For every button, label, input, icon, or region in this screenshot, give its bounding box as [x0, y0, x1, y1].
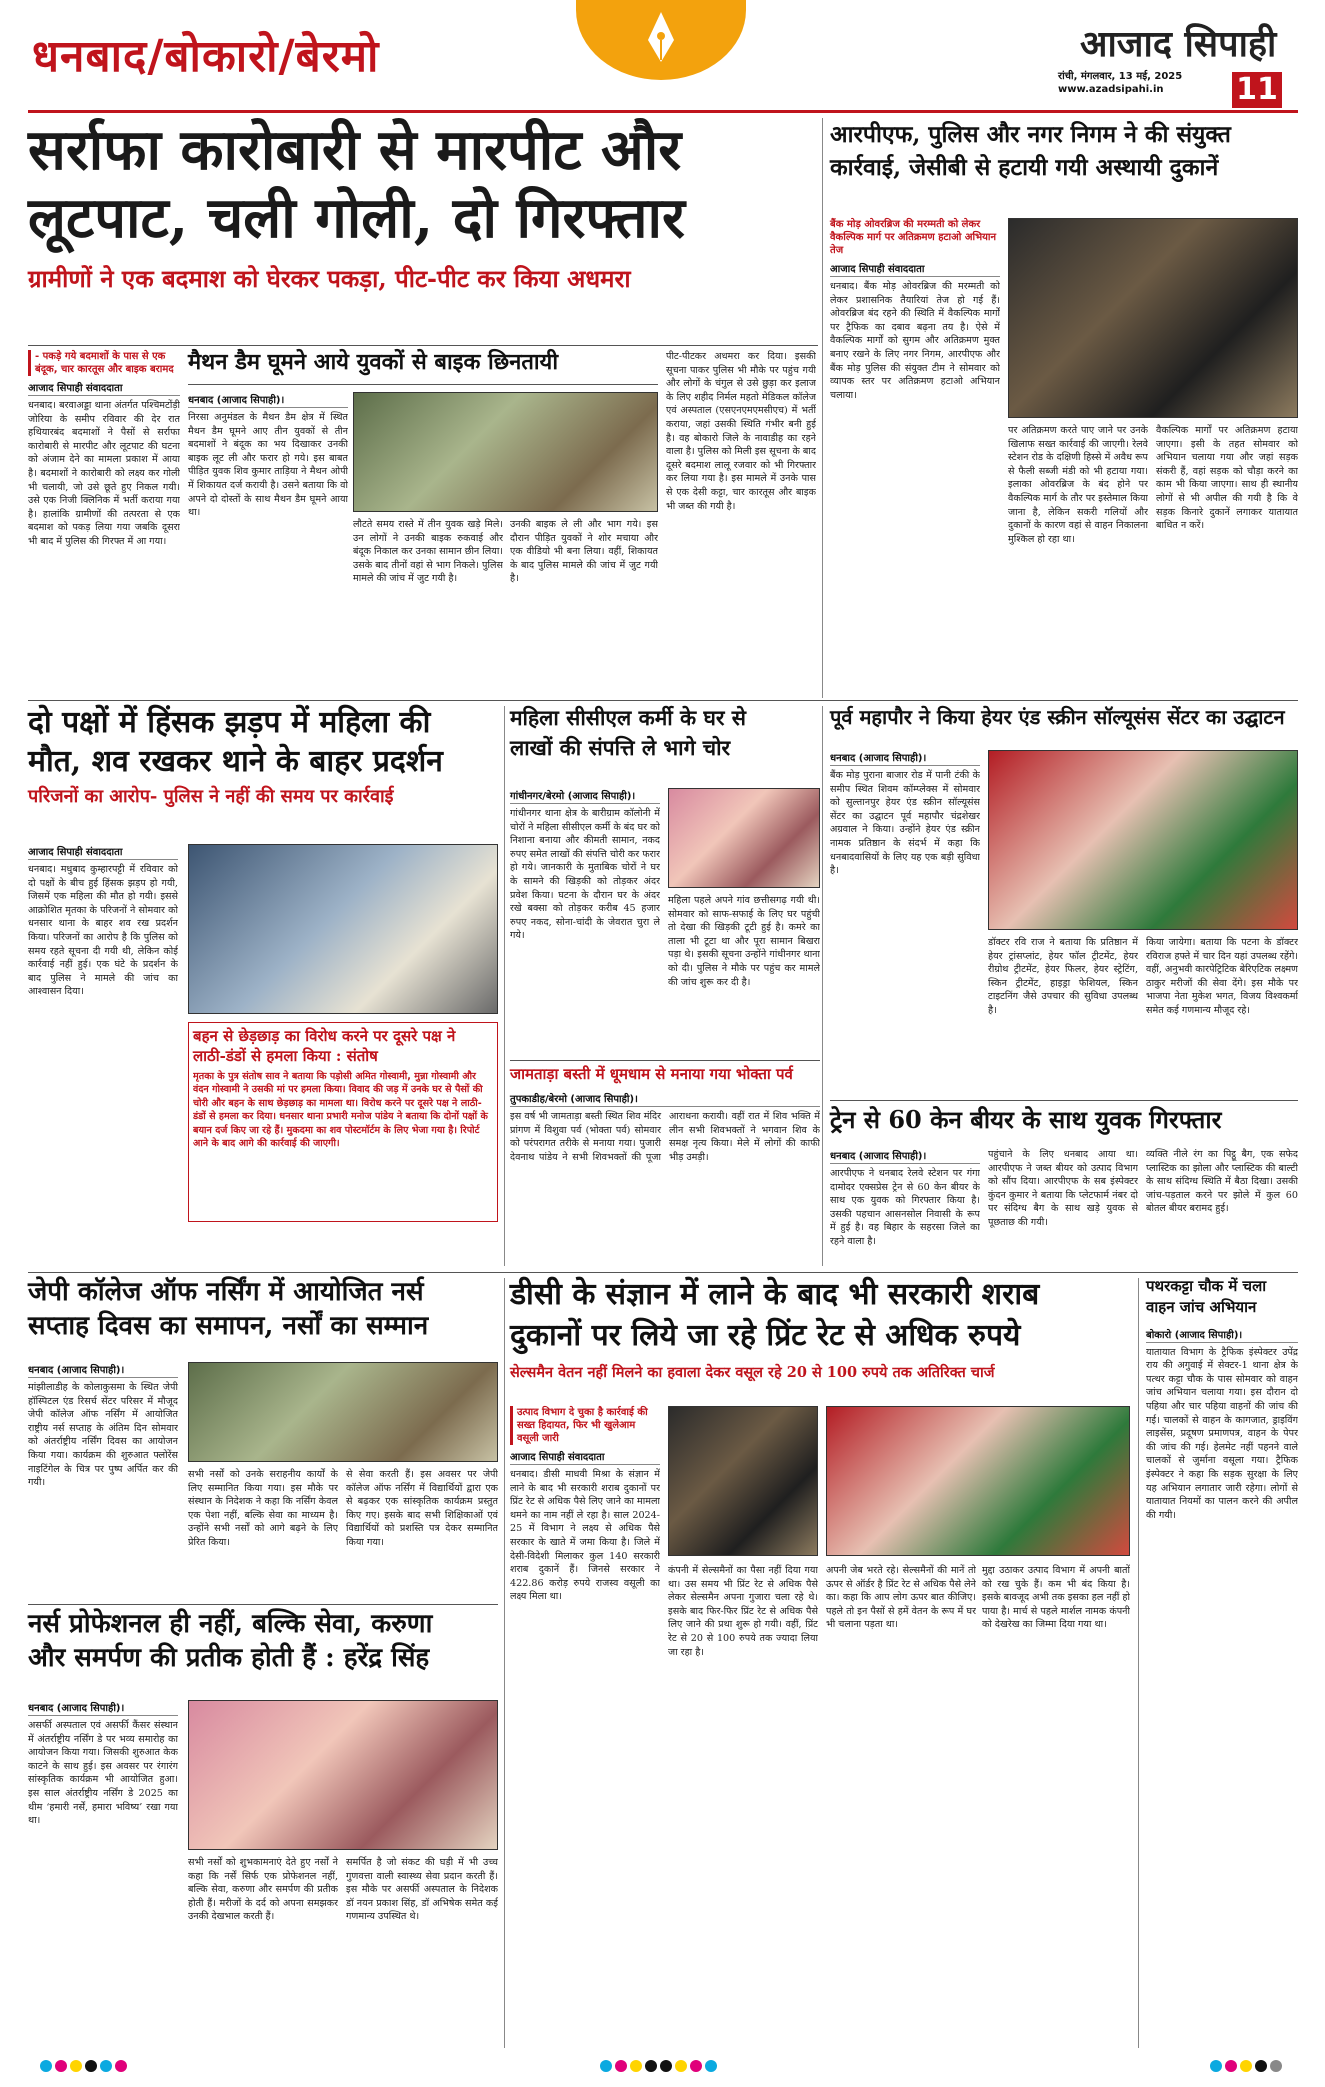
bhokta-headline: जामताड़ा बस्ती में धूमधाम से मनाया गया भोक्ता पर्व: [510, 1065, 793, 1083]
section-title: धनबाद/बोकारो/बेरमो: [32, 31, 380, 82]
liquor-body: धनबाद। डीसी माधवी मिश्रा के संज्ञान में लाने के बाद भी सरकारी शराब दुकानों पर प्रिंट रेट से अधिक पैसे लिए जाने का मामला थमने का नाम नहीं ले रहा है। साल 2024-25 में विभाग ने लक्ष्य से अधिक पैसे सरकार के खाते में जमा किया है। जिले में देसी-विदेशी मिलाकर कुल 140 सरकारी शराब दुकानें हैं। जिनसे सरकार ने 422.86 करोड़ रुपये राजस्व वसूली का लक्ष्य मिला था।: [510, 1469, 660, 1603]
beer-body: आरपीएफ ने धनबाद रेलवे स्टेशन पर गंगा दामोदर एक्सप्रेस ट्रेन से 60 केन बीयर के साथ एक युवक को गिरफ्तार किया है। उसकी पहचान आसनसोल निवासी के रूप में हुई है। वह बिहार के सहरसा जिले का रहने वाला है।: [830, 1168, 980, 1248]
jp-byline: धनबाद (आजाद सिपाही)।: [28, 1362, 178, 1378]
lead-col-1: [28, 350, 180, 690]
theft-headline-1: महिला सीसीएल कर्मी के घर से: [510, 705, 746, 730]
story-beer: [830, 1106, 1298, 1266]
liquor-byline: आजाद सिपाही संवाददाता: [510, 1449, 660, 1465]
encroachment-byline: आजाद सिपाही संवाददाता: [830, 261, 1000, 277]
jp-headline-1: जेपी कॉलेज ऑफ नर्सिंग में आयोजित नर्स: [28, 1277, 424, 1307]
story-jp-nursing: [28, 1278, 498, 1598]
story-maithan: [188, 350, 658, 690]
vehicle-headline-2: वाहन जांच अभियान: [1146, 1298, 1257, 1317]
liquor-body-3: अपनी जेब भरते रहे। सेल्समैनों की मानें तो ऊपर से ऑर्डर है प्रिंट रेट से अधिक पैसे लेने का। कहा कि आप लोग ऊपर बात कीजिए। पहले तो इन पैसों से हमें वेतन के रूप में घर भी चलाना पड़ता था।: [826, 1565, 976, 1631]
theft-body: गांधीनगर थाना क्षेत्र के बारीग्राम कॉलोनी में चोरों ने महिला सीसीएल कर्मी के बंद घर को निशाना बनाया और कीमती सामान, नकद रुपए समेत लाखों की संपत्ति चोरी कर फरार हो गये। जानकारी के मुताबिक चोरों ने घर के सामने की खिड़की को तोड़कर अंदर प्रवेश किया। घटना के दौरान घर के अंदर रखे बक्सा को तोड़कर करीब 45 हजार रुपए नकद, सोना-चांदी के जेवरात चुरा ले गये।: [510, 808, 660, 942]
registration-dots-left: [40, 2060, 127, 2072]
beer-byline: धनबाद (आजाद सिपाही)।: [830, 1148, 980, 1164]
story-clash: [28, 706, 498, 1266]
liquor-photo-shop: [826, 1406, 1130, 1556]
liquor-highlights: उत्पाद विभाग दे चुका है कार्रवाई की सख्त हिदायत, फिर भी खुलेआम वसूली जारी: [510, 1406, 660, 1445]
maithan-byline: धनबाद (आजाद सिपाही)।: [188, 392, 348, 408]
clash-box-title: बहन से छेड़छाड़ का विरोध करने पर दूसरे पक्ष ने लाठी-डंडों से हमला किया : संतोष: [193, 1027, 456, 1065]
theft-headline-2: लाखों की संपत्ति ले भागे चोर: [510, 735, 731, 761]
liquor-body-2: कंपनी में सेल्समैनों का पैसा नहीं दिया गया था। उस समय भी प्रिंट रेट से अधिक पैसे लेकर सेल्समैन अपना गुजारा चला रहे थे। इसके बाद फिर-फिर प्रिंट रेट से अधिक पैसे लिए जाने की प्रथा शुरू हो गयी। वहीं, प्रिंट रेट से 20 से 100 रुपये तक ज्यादा लिया जा रहा है।: [668, 1565, 818, 1658]
beer-body-2: पहुंचाने के लिए धनबाद आया था। आरपीएफ ने जब्त बीयर को उत्पाद विभाग को सौंप दिया। आरपीएफ के सब इंस्पेक्टर कुंदन कुमार ने बताया कि प्लेटफार्म नंबर दो पर संदिग्ध बैग के साथ खड़े युवक से पूछताछ की गयी।: [988, 1149, 1138, 1229]
lead-subhead: ग्रामीणों ने एक बदमाश को घेरकर पकड़ा, पीट-पीट कर किया अधमरा: [28, 263, 631, 293]
clash-subhead: परिजनों का आरोप- पुलिस ने नहीं की समय पर कार्रवाई: [28, 786, 394, 807]
theft-photo: [668, 788, 820, 888]
story-encroachment: [830, 118, 1298, 698]
maithan-body: निरसा अनुमंडल के मैथन डैम क्षेत्र में स्थित मैथन डैम घूमने आए तीन युवकों से तीन बदमाशों ने बंदूक का भय दिखाकर उनकी बाइक लूट ली और फरार हो गये। इस बाबत पीड़ित युवक शिव कुमार ताड़िया ने मैथन ओपी में शिकायत दर्ज करायी है। उसने बताया कि वो अपने दो दोस्तों के साथ मैथन डैम घूमने आया था।: [188, 412, 348, 519]
paper-name: आजाद सिपाही: [1080, 23, 1277, 65]
jp-photo: [188, 1362, 498, 1462]
hair-byline: धनबाद (आजाद सिपाही)।: [830, 750, 980, 766]
story-bhokta: [510, 1066, 820, 1266]
liquor-subhead: सेल्समैन वेतन नहीं मिलने का हवाला देकर वसूल रहे 20 से 100 रुपये तक अतिरिक्त चार्ज: [510, 1364, 995, 1381]
clash-box: [188, 1022, 498, 1222]
dateline: रांची, मंगलवार, 13 मई, 2025: [1058, 71, 1183, 82]
lead-headline-2: लूटपाट, चली गोली, दो गिरफ्तार: [28, 185, 685, 252]
lead-body: धनबाद। बरवाअड्डा थाना अंतर्गत पश्चिमटोंड़ी जोरिया के समीप रविवार की देर रात हथियारबंद बदमाशों ने पैसों से सर्राफा कारोबारी से मारपीट और लूटपाट की घटना को अंजाम देने का मामला प्रकाश में आया है। बदमाशों ने कारोबारी को लक्ष्य कर गोली भी चलायी, जो उसे छूते हुए निकल गयी। उसे एक निजी क्लिनिक में भर्ती कराया गया है। हालांकि ग्रामीणों की तत्परता से एक बदमाश को पकड़ लिया गया जबकि दूसरा भी बाद में पुलिस की गिरफ्त में आ गया।: [28, 400, 180, 548]
asarfi-headline-2: और समर्पण की प्रतीक होती हैं : हरेंद्र सिंह: [28, 1642, 430, 1673]
vehicle-body: यातायात विभाग के ट्रैफिक इंस्पेक्टर उपेंद्र राय की अगुवाई में सेक्टर-1 थाना क्षेत्र के पत्थर कट्टा चौक के पास सोमवार को वाहन जांच अभियान चलाया गया। इस दौरान दो पहिया और चार पहिया वाहनों की जांच की गई। चालकों से वाहन के कागजात, ड्राइविंग लाइसेंस, प्रदूषण प्रमाणपत्र, वाहन के पेपर की जांच की गई। हेलमेट नहीं पहनने वाले चालकों से जुर्माना वसूला गया। ट्रैफिक इंस्पेक्टर ने कहा कि सड़क सुरक्षा के लिए यह अभियान लगातार जारी रहेगा। लोगों से यातायात नियमों का पालन करने की अपील की गयी।: [1146, 1346, 1298, 1521]
maithan-body-3: उनकी बाइक ले ली और भाग गये। इस दौरान पीड़ित युवकों ने शोर मचाया और एक वीडियो भी बना लिया। वहीं, शिकायत के बाद पुलिस मामले की जांच में जुट गयी है।: [510, 519, 658, 585]
bhokta-body: इस वर्ष भी जामताड़ा बस्ती स्थित शिव मंदिर प्रांगण में विशुवा पर्व (भोक्ता पर्व) सोमवार को परंपरागत तरीके से मनाया गया। पुजारी देवनाथ पांडेय ने सभी शिवभक्तों की पूजा आराधना करायी। वहीं रात में शिव भक्ति में लीन सभी शिवभक्तों ने भगवान शिव के समक्ष नृत्य किया। मेले में लोगों की काफी भीड़ उमड़ी।: [510, 1111, 820, 1164]
jp-headline-2: सप्ताह दिवस का समापन, नर्सों का सम्मान: [28, 1310, 429, 1341]
encroachment-headline: आरपीएफ, पुलिस और नगर निगम ने की संयुक्त कार्रवाई, जेसीबी से हटायी गयी अस्थायी दुकानें: [830, 121, 1231, 182]
registration-dots-center: [600, 2060, 717, 2072]
theft-body-2: महिला पहले अपने गांव छत्तीसगढ़ गयी थी। सोमवार को साफ-सफाई के लिए घर पहुंची तो देखा की खिड़की टूटी हुई है। कमरे का ताला भी टूटा था और पूरा सामान बिखरा पड़ा थे। इसकी सूचना उन्होंने गांधीनगर थाना को दी। पुलिस ने मौके पर पहुंच कर मामले की जांच शुरू कर दी है।: [668, 895, 820, 988]
clash-photo: [188, 844, 498, 1014]
story-liquor: [510, 1278, 1130, 2048]
clash-headline-1: दो पक्षों में हिंसक झड़प में महिला की: [28, 705, 431, 740]
jp-body-2: सभी नर्सों को उनके सराहनीय कार्यों के लिए सम्मानित किया गया। इस मौके पर संस्थान के निदेशक ने कहा कि नर्सिंग केवल एक पेशा नहीं, बल्कि सेवा का माध्यम है। उन्होंने सभी नर्सों को आगे बढ़ने के लिए प्रेरित किया।: [188, 1469, 338, 1549]
clash-box-text: मृतका के पुत्र संतोष साव ने बताया कि पड़ोसी अमित गोस्वामी, मुन्ना गोस्वामी और वंदन गोस्वामी ने उसकी मां पर हमला किया। विवाद की जड़ में उनके घर से पैसों की चोरी और बहन के साथ छेड़छाड़ का मामला था। विरोध करने पर दूसरे पक्ष ने लाठी-डंडों से हमला कर दिया। धनसार थाना प्रभारी मनोज पांडेय ने बताया कि दोनों पक्षों के बयान दर्ज किए जा रहे हैं। मुकदमा का शव पोस्टमॉर्टम के लिए भेजा गया है। रिपोर्ट आने के बाद आगे की कार्रवाई की जाएगी।: [193, 1071, 488, 1150]
maithan-photo: [353, 392, 658, 512]
jp-body: मांझीलाडीह के कोलाकुसमा के स्थित जेपी हॉस्पिटल एंड रिसर्च सेंटर परिसर में मौजूद जेपी कॉलेज ऑफ नर्सिंग में आयोजित राष्ट्रीय नर्स सप्ताह के अंतिम दिन सोमवार को अंतर्राष्ट्रीय नर्सिंग दिवस का आयोजन किया गया। कार्यक्रम की शुरुआत फ्लोरेंस नाइटिंगेल के चित्र पर पुष्प अर्पित कर की गयी।: [28, 1382, 178, 1489]
bhokta-byline: तुपकाडीह/बेरमो (आजाद सिपाही)।: [510, 1091, 820, 1107]
beer-headline: ट्रेन से 60 केन बीयर के साथ युवक गिरफ्तार: [830, 1105, 1222, 1134]
lead-body-col3: पीट-पीटकर अधमरा कर दिया। इसकी सूचना पाकर पुलिस भी मौके पर पहुंच गयी और लोगों के चंगुल से उसे छुड़ा कर इलाज के लिए शहीद निर्मल महतो मेडिकल कॉलेज एवं अस्पताल (एसएनएमएमसीएच) में भर्ती कराया, जहां उसकी स्थिति गंभीर बनी हुई है। वह बोकारो जिले के नावाडीह का रहने वाला है। पुलिस को मिली इस सूचना के बाद दूसरे बदमाश लालू रजवार को भी गिरफ्तार कर लिया गया है। इस मामले में उनके पास से एक देसी कट्टा, चार कारतूस और बाइक भी जब्त की गयी है।: [666, 351, 816, 512]
encroachment-body-2: पर अतिक्रमण करते पाए जाने पर उनके खिलाफ सख्त कार्रवाई की जाएगी। रेलवे स्टेशन रोड के दक्षिणी हिस्से में अवैध रूप से फैली सब्जी मंडी को भी हटाया गया। इलाका ओवरब्रिज के बंद होने पर वैकल्पिक मार्ग के तौर पर इस्तेमाल किया जाना है, लेकिन सकरी गलियों और दुकानों के कारण वहां से वाहन निकालना मुश्किल हो रहा था।: [1008, 425, 1148, 545]
lead-highlights: - पकड़े गये बदमाशों के पास से एक बंदूक, चार कारतूस और बाइक बरामद: [28, 350, 180, 376]
encroachment-body-3: वैकल्पिक मार्गों पर अतिक्रमण हटाया जाएगा। इसी के तहत सोमवार को अभियान चलाया गया और जहां सड़क संकरी हैं, वहां सड़क को चौड़ा करने का काम भी किया जाएगा। साथ ही स्थानीय लोगों से भी अपील की गयी है कि वे सड़क किनारे दुकानें लगाकर यातायात बाधित न करें।: [1156, 425, 1298, 532]
encroachment-photo: [1008, 218, 1298, 418]
hair-body-3: किया जायेगा। बताया कि पटना के डॉक्टर रविराज हफ्ते में चार दिन यहां उपलब्ध रहेंगे। वहीं, अनुभवी कारपेट्रिटिक बेरिएटिक लक्ष्मण ठाकुर मरीजों की सेवा देंगे। इस मौके पर भाजपा नेता मुकेश भगत, विजय विश्वकर्मा समेत कई गणमान्य मौजूद रहे।: [1146, 937, 1298, 1017]
lead-headline-1: सर्राफा कारोबारी से मारपीट और: [28, 117, 682, 183]
asarfi-photo: [188, 1700, 498, 1850]
hair-headline: पूर्व महापौर ने किया हेयर एंड स्क्रीन सॉल्यूसंस सेंटर का उद्घाटन: [830, 705, 1285, 729]
liquor-headline-1: डीसी के संज्ञान में लाने के बाद भी सरकारी शराब: [510, 1277, 1040, 1312]
registration-dots-right: [1210, 2060, 1282, 2072]
beer-body-3: व्यक्ति नीले रंग का पिट्ठू बैग, एक सफेद प्लास्टिक का झोला और प्लास्टिक की बाल्टी के साथ संदिग्ध स्थिति में बैठा दिखा। उसकी जांच-पड़ताल करने पर झोले में कुल 60 बोतल बीयर बरामद हुई।: [1146, 1149, 1298, 1215]
asarfi-headline-1: नर्स प्रोफेशनल ही नहीं, बल्कि सेवा, करुणा: [28, 1609, 433, 1639]
lead-col-4: [666, 350, 816, 690]
hair-photo: [988, 750, 1298, 930]
vehicle-headline-1: पथरकट्टा चौक में चला: [1146, 1277, 1267, 1295]
liquor-photo-bottle: [668, 1406, 818, 1556]
encroachment-highlights: बैंक मोड़ ओवरब्रिज की मरम्मती को लेकर वैकल्पिक मार्ग पर अतिक्रमण हटाओ अभियान तेज: [830, 219, 997, 256]
masthead: [0, 0, 1325, 112]
vehicle-byline: बोकारो (आजाद सिपाही)।: [1146, 1327, 1298, 1343]
pen-nib-sun-icon: [576, 0, 746, 80]
story-theft: [510, 706, 820, 1066]
maithan-headline: मैथन डैम घूमने आये युवकों से बाइक छिनतायी: [188, 349, 559, 375]
maithan-body-2: लौटते समय रास्ते में तीन युवक खड़े मिले। उन लोगों ने उनकी बाइक रुकवाई और बंदूक निकाल कर उनका सामान छीन लिया। उसके बाद तीनों वहां से भाग निकले। पुलिस मामले की जांच में जुट गयी है।: [353, 519, 503, 585]
asarfi-body: असर्फी अस्पताल एवं असर्फी कैंसर संस्थान में अंतर्राष्ट्रीय नर्सिंग डे पर भव्य समारोह का आयोजन किया गया। जिसकी शुरुआत केक काटने के साथ हुई। इस अवसर पर रंगारंग सांस्कृतिक कार्यक्रम भी आयोजित हुआ। इस साल अंतर्राष्ट्रीय नर्सिंग डे 2025 का थीम ‘हमारी नर्सें, हमारा भविष्य’ रखा गया था।: [28, 1720, 178, 1827]
hair-body: बैंक मोड़ पुराना बाजार रोड में पानी टंकी के समीप स्थित शिवम कॉम्प्लेक्स में सोमवार को सुल्तानपुर हेयर एंड स्क्रीन सॉल्यूसंस सेंटर का उद्घाटन पूर्व महापौर चंद्रशेखर अग्रवाल ने किया। उन्होंने हेयर एंड स्क्रीन नामक प्रतिष्ठान के संदर्भ में कहा कि धनबादवासियों के लिए यह एक बड़ी सुविधा है।: [830, 770, 980, 877]
page-number: 11: [1232, 72, 1282, 108]
asarfi-byline: धनबाद (आजाद सिपाही)।: [28, 1700, 178, 1716]
hair-body-2: डॉक्टर रवि राज ने बताया कि प्रतिष्ठान में हेयर ट्रांसप्लांट, हेयर फॉल ट्रीटमेंट, हेयर रीग्रोथ ट्रीटमेंट, हेयर फिलर, हेयर स्ट्रेटिंग, स्किन ट्रीटमेंट, हाइड्रा फेशियल, स्किन टाइटनिंग जैसे उपचार की सुविधा उपलब्ध है।: [988, 937, 1138, 1017]
asarfi-body-2: सभी नर्सों को शुभकामनाएं देते हुए नर्सों ने कहा कि नर्सें सिर्फ एक प्रोफेशनल नहीं, बल्कि सेवा, करुणा और समर्पण की प्रतीक होती हैं। मरीजों के दर्द को अपना समझकर उनकी देखभाल करती हैं।: [188, 1857, 338, 1923]
theft-byline: गांधीनगर/बेरमो (आजाद सिपाही)।: [510, 788, 660, 804]
story-hair-centre: [830, 706, 1298, 1096]
liquor-body-4: मुद्दा उठाकर उत्पाद विभाग में अपनी बातों को रख चुके हैं। कम भी बंद किया है। इसके बावजूद अभी तक इसका हल नहीं हो पाया है। मार्च से पहले मार्शल नामक कंपनी को देखरेख का जिम्मा दिया गया था।: [982, 1565, 1130, 1631]
encroachment-body: धनबाद। बैंक मोड़ ओवरब्रिज की मरम्मती को लेकर प्रशासनिक तैयारियां तेज हो गई हैं। ओवरब्रिज बंद रहने की स्थिति में वैकल्पिक मार्गों पर ट्रैफिक का दबाव बढ़ना तय है। ऐसे में वैकल्पिक मार्गों को सुगम और अतिक्रमण मुक्त बनाए रखने के लिए नगर निगम, आरपीएफ और बैंक मोड़ पुलिस की संयुक्त टीम ने सोमवार को व्यापक स्तर पर अतिक्रमण हटाओ अभियान चलाया।: [830, 281, 1000, 401]
jp-body-3: से सेवा करती हैं। इस अवसर पर जेपी कॉलेज ऑफ नर्सिंग में विद्यार्थियों द्वारा एक से बढ़कर एक सांस्कृतिक कार्यक्रम प्रस्तुत किए गए। इसके बाद सभी शिक्षिकाओं एवं विद्यार्थियों को प्रशस्ति पत्र देकर सम्मानित किया गया।: [346, 1469, 498, 1549]
lead-byline: आजाद सिपाही संवाददाता: [28, 380, 180, 396]
website: www.azadsipahi.in: [1058, 84, 1164, 95]
clash-body: धनबाद। मधुबाद कुम्हारपट्टी में रविवार को दो पक्षों के बीच हुई हिंसक झड़प हो गयी, जिसमें एक महिला की मौत हो गयी। इससे आक्रोशित मृतका के परिजनों ने सोमवार को धनसार थाना के बाहर शव रख प्रदर्शन किया। परिजनों का आरोप है कि पुलिस को समय रहते सूचना दी गयी थी, लेकिन कोई कार्रवाई नहीं हुई। एक घंटे के प्रदर्शन के बाद पुलिस ने मामले की जांच का आश्वासन दिया।: [28, 864, 178, 998]
liquor-headline-2: दुकानों पर लिये जा रहे प्रिंट रेट से अधिक रुपये: [510, 1317, 1021, 1353]
asarfi-body-3: समर्पित है जो संकट की घड़ी में भी उच्च गुणवत्ता वाली स्वास्थ्य सेवा प्रदान करती हैं। इस मौके पर असर्फी अस्पताल के निदेशक डॉ नयन प्रकाश सिंह, डॉ अभिषेक समेत कई गणमान्य उपस्थित थे।: [346, 1857, 498, 1923]
clash-byline: आजाद सिपाही संवाददाता: [28, 844, 178, 860]
story-vehicle-check: [1146, 1278, 1298, 2048]
story-asarfi-nursing: [28, 1610, 498, 2050]
clash-headline-2: मौत, शव रखकर थाने के बाहर प्रदर्शन: [28, 743, 443, 779]
